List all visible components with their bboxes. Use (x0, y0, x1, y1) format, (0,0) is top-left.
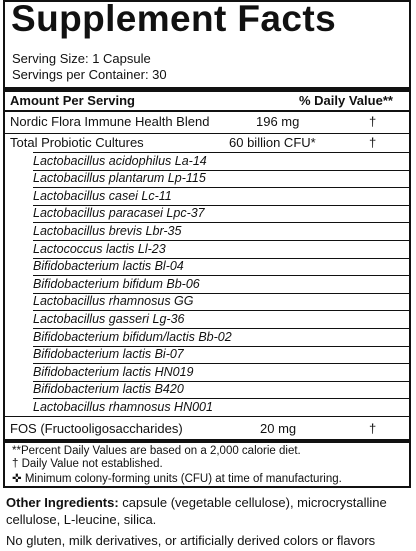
fos-dv: † (369, 421, 377, 436)
strain-item: Lactobacillus gasseri Lg-36 (33, 311, 185, 326)
blend-dv: † (369, 114, 377, 129)
strain-item: Lactobacillus casei Lc-11 (33, 188, 172, 203)
other-ingredients-text: capsule (vegetable cellulose), microcrystalline (118, 495, 387, 510)
strain-item: Lactobacillus plantarum Lp-115 (33, 171, 206, 186)
supplement-facts-panel (3, 0, 411, 488)
disclaimer: No gluten, milk derivatives, or artificially derived colors or flavors (6, 533, 376, 548)
panel-title: Supplement Facts (11, 0, 337, 39)
thick-rule-bottom (5, 439, 409, 443)
serving-size: Serving Size: 1 Capsule (12, 51, 151, 66)
strain-item: Lactobacillus paracasei Lpc-37 (33, 206, 205, 221)
strain-item: Bifidobacterium lactis HN019 (33, 364, 194, 379)
blend-name: Nordic Flora Immune Health Blend (10, 114, 210, 129)
strain-item: Lactobacillus brevis Lbr-35 (33, 223, 182, 238)
footnote-dv: **Percent Daily Values are based on a 2,000 calorie diet. (12, 445, 301, 457)
probiotic-name: Total Probiotic Cultures (10, 135, 144, 150)
other-ingredients (6, 495, 387, 510)
strain-item: Bifidobacterium lactis B420 (33, 382, 184, 397)
daily-value-header: % Daily Value** (299, 93, 393, 108)
header-rule (5, 110, 409, 112)
strain-item: Lactococcus lactis Ll-23 (33, 241, 166, 256)
other-ingredients-label: Other Ingredients: (6, 495, 119, 510)
strain-item: Lactobacillus rhamnosus GG (33, 294, 194, 309)
probiotic-dv: † (369, 135, 377, 150)
fos-name: FOS (Fructooligosaccharides) (10, 421, 183, 436)
footnote-cfu: ✜ Minimum colony-forming units (CFU) at time of manufacturing. (12, 473, 342, 485)
probiotic-amount: 60 billion CFU* (229, 135, 316, 150)
servings-per-container: Servings per Container: 30 (12, 67, 167, 82)
footnote-dagger: † Daily Value not established. (12, 458, 163, 470)
divider (5, 416, 409, 417)
blend-amount: 196 mg (256, 114, 300, 129)
other-ingredients-continued: cellulose, L-leucine, silica. (6, 512, 157, 527)
strain-item: Bifidobacterium lactis Bl-04 (33, 259, 184, 274)
strain-item: Lactobacillus rhamnosus HN001 (33, 399, 213, 414)
strain-item: Bifidobacterium bifidum Bb-06 (33, 276, 200, 291)
strain-item: Bifidobacterium lactis Bi-07 (33, 347, 184, 362)
amount-per-serving-header: Amount Per Serving (10, 93, 135, 108)
thick-rule-top (5, 87, 409, 92)
fos-amount: 20 mg (260, 421, 297, 436)
divider (5, 133, 409, 134)
strain-item: Bifidobacterium bifidum/lactis Bb-02 (33, 329, 232, 344)
strain-item: Lactobacillus acidophilus La-14 (33, 153, 207, 168)
